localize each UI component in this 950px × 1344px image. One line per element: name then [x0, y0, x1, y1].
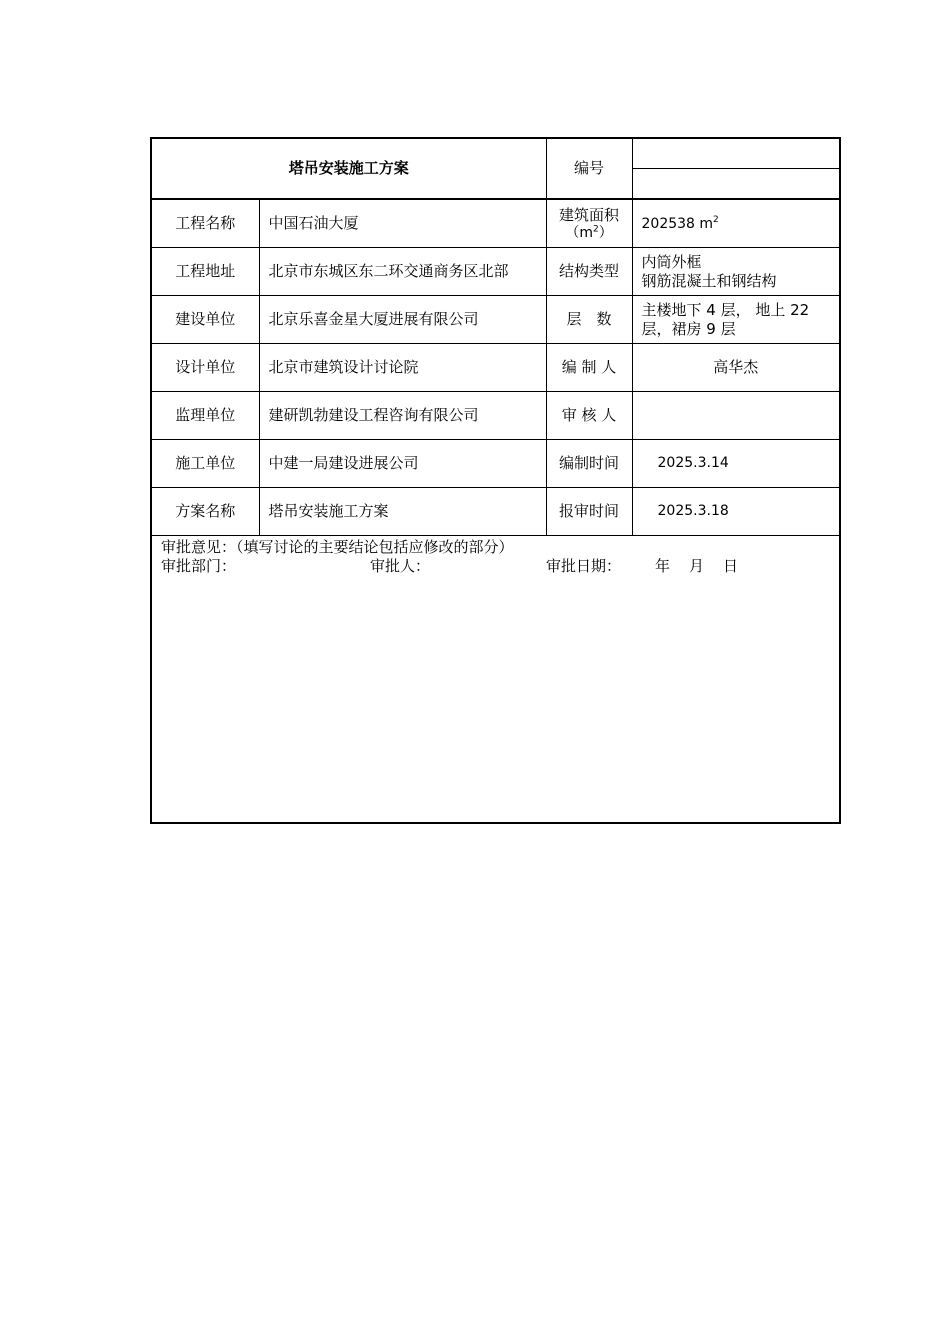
area-unit-sup: 2 — [592, 223, 599, 234]
area-unit-post: ） — [598, 224, 613, 241]
area-value — [632, 199, 840, 248]
plan-name-label: 方案名称 — [151, 488, 259, 536]
document-title: 塔吊安装施工方案 — [151, 138, 546, 199]
address-value: 北京市东城区东二环交通商务区北部 — [259, 248, 546, 296]
submit-time-label: 报审时间 — [546, 488, 632, 536]
area-label-line2 — [547, 225, 632, 242]
supervisor-value: 建研凯勃建设工程咨询有限公司 — [259, 392, 546, 440]
reviewer-value — [632, 392, 840, 440]
area-label — [546, 199, 632, 248]
approval-form-table — [150, 137, 841, 824]
approver-label: 审批人： — [370, 557, 431, 575]
structure-value-line1: 内筒外框 — [641, 252, 702, 271]
builder-value: 北京乐喜金星大厦进展有限公司 — [259, 296, 546, 344]
approval-section — [151, 536, 840, 824]
reviewer-label: 审 核 人 — [546, 392, 632, 440]
approval-day-label: 日 — [723, 557, 739, 575]
structure-value-line2: 钢筋混凝土和钢结构 — [641, 271, 777, 290]
builder-label: 建设单位 — [151, 296, 259, 344]
number-value-2 — [633, 169, 840, 198]
number-label: 编号 — [546, 138, 632, 199]
approval-department-label: 审批部门： — [161, 557, 237, 575]
area-value-sup: 2 — [713, 214, 719, 225]
designer-label: 设计单位 — [151, 344, 259, 392]
submit-time-value: 2025.3.18 — [632, 488, 840, 536]
area-number: 202538 m — [641, 215, 714, 232]
address-label: 工程地址 — [151, 248, 259, 296]
compiler-value: 高华杰 — [632, 344, 840, 392]
approval-date-label: 审批日期： — [546, 557, 622, 575]
project-name-value: 中国石油大厦 — [259, 199, 546, 248]
floors-value-line1: 主楼地下 4 层， 地上 22 — [641, 300, 810, 319]
number-cell — [632, 138, 840, 199]
area-label-line1: 建筑面积 — [559, 205, 620, 224]
contractor-value: 中建一局建设进展公司 — [259, 440, 546, 488]
plan-name-value: 塔吊安装施工方案 — [259, 488, 546, 536]
floors-value-line2: 层，裙房 9 层 — [641, 319, 736, 338]
number-value-1 — [633, 139, 840, 169]
compile-time-label: 编制时间 — [546, 440, 632, 488]
contractor-label: 施工单位 — [151, 440, 259, 488]
area-unit-pre: （m — [565, 224, 593, 241]
designer-value: 北京市建筑设计讨论院 — [259, 344, 546, 392]
supervisor-label: 监理单位 — [151, 392, 259, 440]
approval-month-label: 月 — [689, 557, 705, 575]
approval-signature-row — [161, 557, 839, 576]
floors-value — [632, 296, 840, 344]
compile-time-value: 2025.3.14 — [632, 440, 840, 488]
compiler-label: 编 制 人 — [546, 344, 632, 392]
project-name-label: 工程名称 — [151, 199, 259, 248]
floors-label: 层 数 — [546, 296, 632, 344]
structure-value — [632, 248, 840, 296]
approval-opinion: 审批意见：（填写讨论的主要结论包括应修改的部分） — [161, 538, 514, 556]
structure-label: 结构类型 — [546, 248, 632, 296]
approval-year-label: 年 — [655, 557, 671, 575]
